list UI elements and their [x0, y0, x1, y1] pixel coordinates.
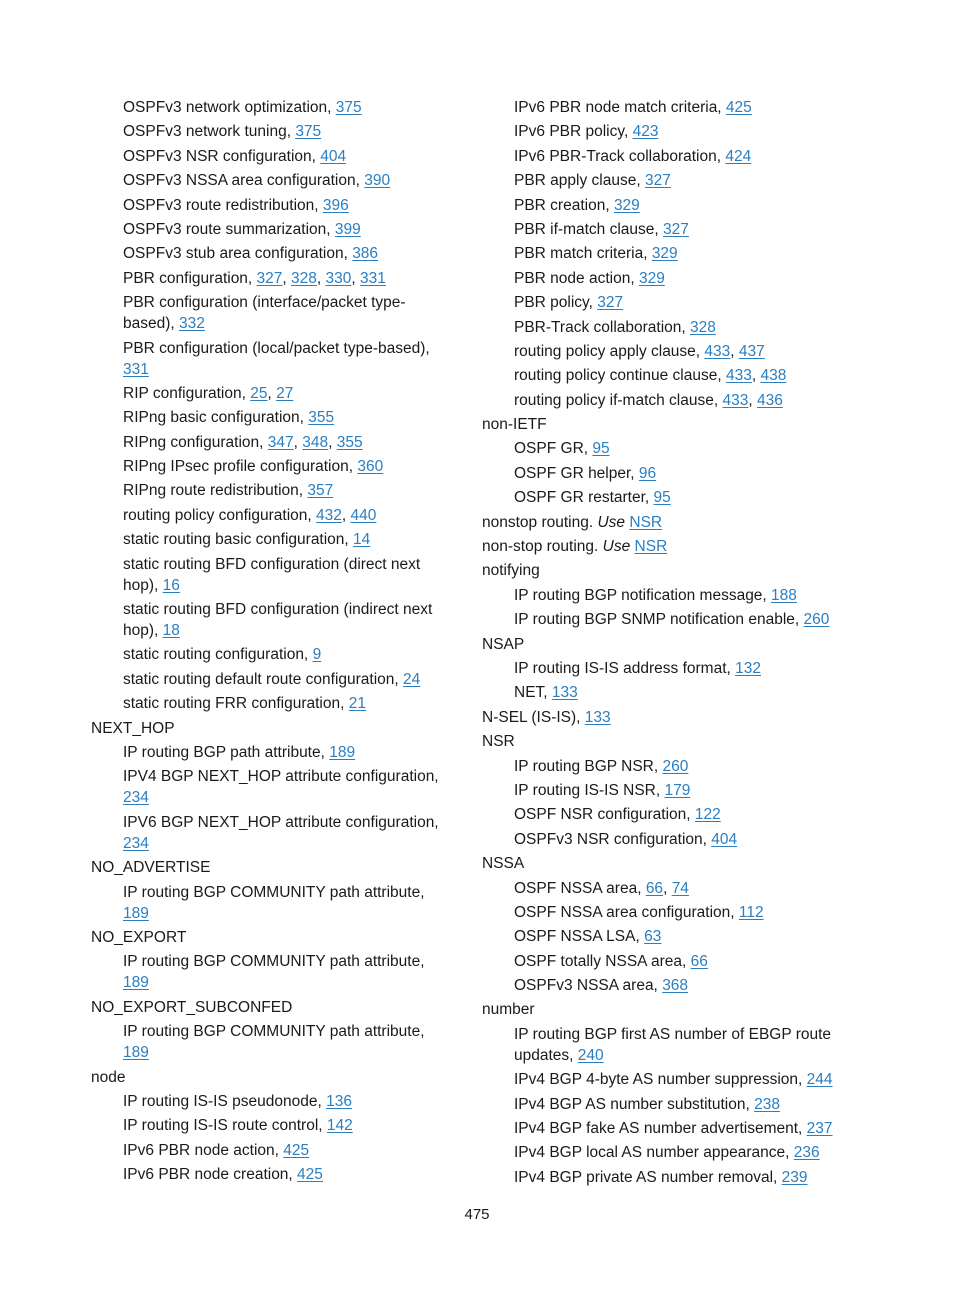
index-subterm: [91, 1021, 451, 1063]
index-term-text: IPv6 PBR node action,: [123, 1141, 284, 1159]
index-subterm: [91, 219, 451, 240]
page-link[interactable]: 136: [326, 1092, 352, 1110]
index-subterm: [91, 1115, 451, 1136]
page-link[interactable]: 348: [302, 433, 329, 451]
index-term: [91, 997, 451, 1018]
index-term-text: NEXT_HOP: [91, 719, 175, 737]
index-term-text: routing policy if-match clause,: [514, 391, 723, 409]
index-term-text: NSSA: [482, 855, 525, 873]
index-term-text: NO_ADVERTISE: [91, 859, 211, 877]
page-link[interactable]: 437: [738, 342, 765, 360]
index-subterm: [91, 456, 451, 477]
page-link[interactable]: 96: [638, 464, 657, 482]
page-link[interactable]: 240: [577, 1046, 604, 1064]
index-subterm: [482, 756, 842, 777]
index-subterm: [482, 463, 842, 484]
index-term-text: IPv4 BGP fake AS number advertisement,: [514, 1120, 807, 1138]
page-link[interactable]: 244: [806, 1071, 833, 1089]
page-link[interactable]: 423: [632, 123, 659, 141]
index-term-text: NSAP: [482, 635, 525, 653]
index-subterm: [482, 682, 842, 703]
index-term-text: RIP configuration,: [123, 384, 251, 402]
index-subterm: [91, 951, 451, 993]
index-subterm: [482, 268, 842, 289]
page-link[interactable]: 440: [350, 506, 377, 524]
index-subterm: OSPF NSSA area, 66, 74: [514, 879, 689, 897]
page-link[interactable]: 237: [806, 1120, 833, 1138]
index-subterm: [482, 585, 842, 606]
index-term-text: IP routing BGP COMMUNITY path attribute,: [123, 883, 425, 901]
index-subterm: [482, 609, 842, 630]
page-link[interactable]: 357: [307, 482, 334, 500]
index-term-text: IP routing BGP SNMP notification enable,: [514, 611, 804, 629]
index-term-text: IPV6 BGP NEXT_HOP attribute configuration,: [123, 813, 439, 831]
index-term-text: IP routing IS-IS route control,: [123, 1117, 327, 1135]
index-subterm: [482, 1024, 842, 1066]
index-term-text: static routing default route configuration,: [123, 670, 404, 688]
index-term-text: routing policy apply clause,: [514, 342, 705, 360]
index-subterm: routing policy apply clause, 433, 437: [514, 342, 765, 360]
index-term-text: number: [482, 1001, 535, 1019]
page-link[interactable]: 189: [123, 1044, 149, 1062]
page-link[interactable]: 432: [316, 506, 342, 524]
index-term-text: IPv4 BGP private AS number removal,: [514, 1168, 782, 1186]
index-subterm: routing policy configuration, 432, 440: [123, 506, 377, 524]
page-link[interactable]: 404: [320, 147, 347, 165]
index-term-text: NET,: [514, 684, 552, 702]
page-link[interactable]: 260: [662, 757, 689, 775]
index-term-text: IP routing BGP COMMUNITY path attribute,: [123, 953, 425, 971]
page-link[interactable]: 329: [651, 245, 678, 263]
index-subterm: [482, 975, 842, 996]
index-term-text: IP routing BGP first AS number of EBGP route updates,: [514, 1025, 832, 1064]
page-link[interactable]: 95: [592, 440, 610, 458]
page-link[interactable]: 327: [597, 294, 624, 312]
index-subterm: [482, 1167, 842, 1188]
page-link[interactable]: 375: [295, 123, 322, 141]
index-subterm: [482, 292, 842, 313]
index-subterm: routing policy if-match clause, 433, 436: [514, 391, 783, 409]
index-term-text: OSPF NSSA area,: [514, 879, 646, 897]
page-link[interactable]: 24: [403, 670, 421, 688]
index-term-text: non-IETF: [482, 416, 547, 434]
page-link[interactable]: 425: [297, 1166, 323, 1184]
index-term-text: OSPF NSR configuration,: [514, 806, 695, 824]
page-link[interactable]: 238: [754, 1095, 780, 1113]
page-link[interactable]: 122: [694, 806, 721, 824]
index-subterm: [482, 97, 842, 118]
index-term-text: OSPF GR restarter,: [514, 489, 654, 507]
index-subterm: [91, 882, 451, 924]
index-term-text: OSPFv3 NSR configuration,: [514, 830, 712, 848]
index-subterm: [91, 1091, 451, 1112]
page-link[interactable]: 368: [662, 977, 689, 995]
page-link[interactable]: 21: [348, 695, 366, 713]
page-link[interactable]: 66: [645, 879, 664, 897]
index-term-text: RIPng IPsec profile configuration,: [123, 458, 358, 476]
index-subterm: [482, 804, 842, 825]
page-link[interactable]: 16: [162, 576, 180, 594]
page-link[interactable]: 66: [690, 952, 708, 970]
index-term-text: nonstop routing.: [482, 513, 598, 531]
index-term-text: PBR configuration,: [123, 269, 257, 287]
index-term-text: IP routing BGP path attribute,: [123, 743, 330, 761]
page-number: 475: [464, 1206, 490, 1223]
index-subterm: [482, 1094, 842, 1115]
index-subterm: [91, 480, 451, 501]
page-link[interactable]: 347: [267, 433, 294, 451]
page-link[interactable]: 360: [357, 458, 384, 476]
page-link[interactable]: 9: [312, 646, 322, 664]
page-link[interactable]: 425: [725, 99, 752, 116]
page-link[interactable]: 329: [638, 269, 665, 287]
page-link[interactable]: 95: [653, 489, 671, 507]
page-link[interactable]: 386: [352, 245, 379, 263]
page-link[interactable]: 239: [781, 1168, 808, 1186]
index-subterm: [482, 487, 842, 508]
index-column-left: [91, 97, 451, 1188]
index-term-text: OSPFv3 NSR configuration,: [123, 147, 321, 165]
page-link[interactable]: 436: [756, 391, 783, 409]
index-subterm: [91, 554, 451, 596]
index-term-text: IP routing BGP notification message,: [514, 586, 772, 604]
page-link[interactable]: 355: [336, 433, 363, 451]
index-subterm: [91, 529, 451, 550]
page-link[interactable]: 260: [803, 611, 830, 629]
index-term-text: PBR-Track collaboration,: [514, 318, 691, 336]
index-subterm: [91, 338, 451, 380]
cross-reference-link[interactable]: NSR: [629, 513, 663, 531]
page-link[interactable]: 133: [551, 684, 578, 702]
index-subterm: [91, 146, 451, 167]
index-subterm: RIP configuration, 25, 27: [123, 384, 294, 402]
index-subterm: [91, 292, 451, 334]
page-link[interactable]: 142: [326, 1117, 353, 1135]
index-term-text: PBR node action,: [514, 269, 639, 287]
index-term-text: IP routing IS-IS NSR,: [514, 781, 665, 799]
index-subterm: [482, 951, 842, 972]
index-term-text: OSPF GR,: [514, 440, 593, 458]
page-link[interactable]: 327: [644, 172, 671, 190]
page-link[interactable]: 63: [644, 928, 662, 946]
index-term-text: IPv4 BGP AS number substitution,: [514, 1095, 755, 1113]
index-term-text: NO_EXPORT: [91, 928, 187, 946]
index-subterm: [482, 243, 842, 264]
page-link[interactable]: 179: [664, 781, 691, 799]
index-term: [91, 718, 451, 739]
index-term-text: OSPFv3 NSSA area,: [514, 977, 663, 995]
page-link[interactable]: 189: [123, 904, 149, 922]
index-subterm: [91, 644, 451, 665]
page-link[interactable]: 189: [329, 743, 356, 761]
index-term-text: OSPFv3 stub area configuration,: [123, 245, 353, 263]
see-reference-label: Use: [602, 538, 631, 556]
index-term-text: PBR creation,: [514, 196, 614, 214]
index-term-text: OSPF NSSA LSA,: [514, 928, 645, 946]
index-subterm: [91, 170, 451, 191]
index-term-text: IP routing IS-IS pseudonode,: [123, 1092, 327, 1110]
index-term-text: IP routing BGP NSR,: [514, 757, 663, 775]
index-subterm: [482, 1142, 842, 1163]
index-subterm: [482, 1118, 842, 1139]
page-link[interactable]: 14: [353, 531, 371, 549]
page-link[interactable]: 331: [360, 269, 386, 287]
index-term-text: OSPF NSSA area configuration,: [514, 903, 739, 921]
index-term-text: IPv6 PBR node match criteria,: [514, 99, 726, 116]
page-link[interactable]: 327: [663, 220, 689, 238]
index-subterm: [91, 599, 451, 641]
page-link[interactable]: 433: [704, 342, 731, 360]
index-term-text: static routing basic configuration,: [123, 531, 354, 549]
page-link[interactable]: 327: [256, 269, 283, 287]
page-link[interactable]: 396: [322, 196, 349, 214]
index-subterm: [482, 829, 842, 850]
index-subterm: [91, 121, 451, 142]
index-term-text: IPv4 BGP local AS number appearance,: [514, 1144, 794, 1162]
index-term-text: routing policy continue clause,: [514, 367, 726, 385]
index-subterm: RIPng configuration, 347, 348, 355: [123, 433, 363, 451]
page-link[interactable]: 404: [711, 830, 738, 848]
index-term: [91, 1067, 451, 1088]
index-term-text: IPv6 PBR node creation,: [123, 1166, 298, 1184]
index-subterm: [482, 121, 842, 142]
index-term-text: OSPFv3 NSSA area configuration,: [123, 172, 365, 190]
index-term-text: IPv6 PBR-Track collaboration,: [514, 147, 726, 165]
index-term-text: NSR: [482, 733, 515, 751]
index-term-text: RIPng configuration,: [123, 433, 268, 451]
page-link[interactable]: 390: [364, 172, 391, 190]
page-link[interactable]: 234: [123, 834, 149, 852]
index-subterm: [482, 146, 842, 167]
page-link[interactable]: 328: [291, 269, 317, 287]
index-term-text: static routing BFD configuration (indirect next hop),: [123, 601, 433, 640]
index-subterm: [91, 766, 451, 808]
index-term-text: routing policy configuration,: [123, 506, 317, 524]
index-term-text: static routing FRR configuration,: [123, 695, 349, 713]
index-term-text: IPv4 BGP 4-byte AS number suppression,: [514, 1071, 807, 1089]
index-term: [91, 857, 451, 878]
page-link[interactable]: 329: [613, 196, 640, 214]
page-link[interactable]: 18: [162, 622, 180, 640]
index-term: [482, 414, 842, 435]
index-term: [482, 536, 842, 557]
index-term: [482, 999, 842, 1020]
index-subterm: [482, 195, 842, 216]
page-link[interactable]: 189: [123, 974, 149, 992]
index-column-right: [482, 97, 842, 1191]
index-subterm: PBR configuration, 327, 328, 330, 331: [123, 269, 386, 287]
page-link[interactable]: 332: [179, 315, 205, 333]
index-term-text: OSPFv3 network optimization,: [123, 99, 336, 116]
index-term-text: OSPFv3 route redistribution,: [123, 196, 323, 214]
page-link[interactable]: 438: [760, 367, 787, 385]
index-subterm: [482, 438, 842, 459]
index-term-text: static routing BFD configuration (direct next hop),: [123, 555, 421, 594]
index-term-text: non-stop routing.: [482, 538, 603, 556]
index-subterm: [482, 658, 842, 679]
page-link[interactable]: 74: [671, 879, 689, 897]
page-link[interactable]: 133: [584, 708, 611, 726]
index-term-text: OSPF GR helper,: [514, 464, 639, 482]
index-term-text: RIPng basic configuration,: [123, 409, 309, 427]
page-link[interactable]: 330: [325, 269, 352, 287]
index-subterm: [482, 317, 842, 338]
index-term-text: PBR if-match clause,: [514, 220, 664, 238]
index-subterm: [91, 812, 451, 854]
index-subterm: [91, 97, 451, 118]
page-link[interactable]: 425: [283, 1141, 310, 1159]
index-subterm: [91, 407, 451, 428]
index-subterm: [482, 902, 842, 923]
index-subterm: routing policy continue clause, 433, 438: [514, 367, 787, 385]
index-term-text: static routing configuration,: [123, 646, 313, 664]
index-term-text: PBR policy,: [514, 294, 598, 312]
index-term-text: notifying: [482, 562, 540, 580]
index-term-text: OSPF totally NSSA area,: [514, 952, 691, 970]
index-subterm: [482, 780, 842, 801]
index-term-text: NO_EXPORT_SUBCONFED: [91, 998, 293, 1016]
index-subterm: [482, 219, 842, 240]
index-term-text: PBR apply clause,: [514, 172, 645, 190]
page-link[interactable]: 433: [725, 367, 752, 385]
index-term-text: IPV4 BGP NEXT_HOP attribute configuration,: [123, 768, 439, 786]
index-term-text: PBR configuration (local/packet type-based),: [123, 339, 430, 357]
index-subterm: [482, 1069, 842, 1090]
index-term-text: OSPFv3 route summarization,: [123, 220, 335, 238]
index-subterm: [91, 243, 451, 264]
page-link[interactable]: 375: [335, 99, 362, 116]
index-term: [482, 707, 842, 728]
index-subterm: [91, 195, 451, 216]
index-term-text: IP routing BGP COMMUNITY path attribute,: [123, 1023, 425, 1041]
index-subterm: [91, 669, 451, 690]
index-term: [482, 634, 842, 655]
index-term: [482, 853, 842, 874]
index-term: [482, 560, 842, 581]
index-term-text: IP routing IS-IS address format,: [514, 659, 736, 677]
page-link[interactable]: 112: [738, 903, 764, 921]
index-term: [91, 927, 451, 948]
page-link[interactable]: 433: [722, 391, 749, 409]
index-term-text: RIPng route redistribution,: [123, 482, 308, 500]
index-term-text: node: [91, 1068, 126, 1086]
index-term-text: PBR match criteria,: [514, 245, 652, 263]
index-term-text: N-SEL (IS-IS),: [482, 708, 585, 726]
page-link[interactable]: 399: [334, 220, 361, 238]
page-link[interactable]: 234: [123, 789, 149, 807]
index-subterm: [482, 170, 842, 191]
page-link[interactable]: 236: [793, 1144, 820, 1162]
page-link[interactable]: 331: [123, 360, 149, 378]
index-subterm: [91, 742, 451, 763]
index-term: [482, 731, 842, 752]
see-reference-label: Use: [597, 513, 626, 531]
page-link[interactable]: 424: [725, 147, 752, 165]
index-term-text: IPv6 PBR policy,: [514, 123, 633, 141]
page-link[interactable]: 188: [771, 586, 797, 604]
index-term: [482, 512, 842, 533]
index-subterm: [91, 693, 451, 714]
page-link[interactable]: 25: [250, 384, 268, 402]
index-subterm: [91, 1164, 451, 1185]
page-link[interactable]: 27: [276, 384, 294, 402]
index-subterm: [91, 1140, 451, 1161]
index-term-text: OSPFv3 network tuning,: [123, 123, 296, 141]
index-term-text: PBR configuration (interface/packet type-based),: [123, 294, 406, 333]
page-link[interactable]: 355: [308, 409, 335, 427]
page-link[interactable]: 132: [735, 659, 761, 677]
page-link[interactable]: 328: [690, 318, 716, 336]
index-subterm: [482, 926, 842, 947]
cross-reference-link[interactable]: NSR: [634, 538, 668, 556]
